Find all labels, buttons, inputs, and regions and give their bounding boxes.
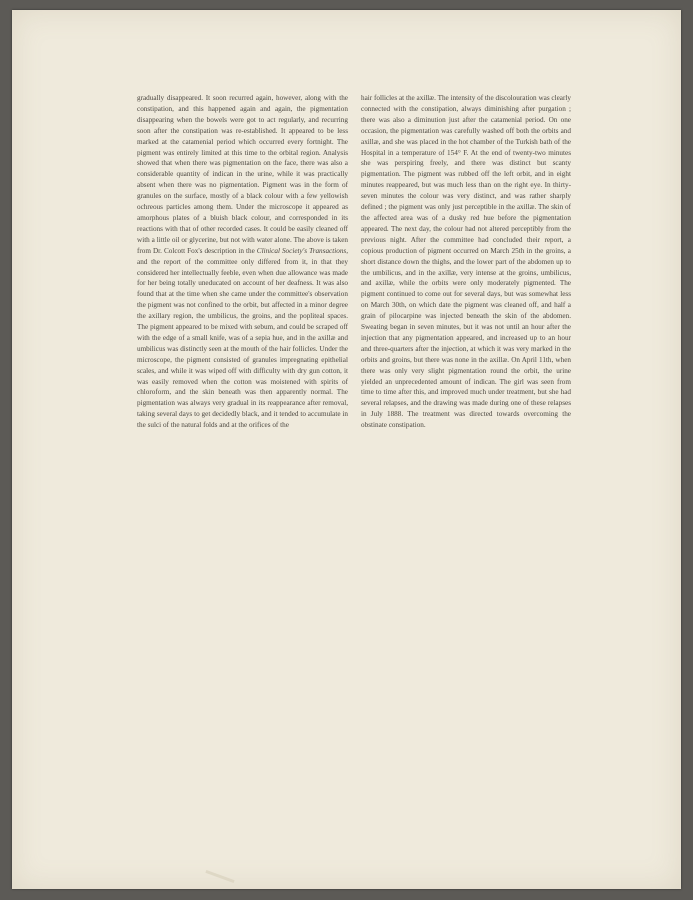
left-column-paragraph (137, 93, 348, 431)
paper-scuff-mark (205, 870, 234, 883)
right-text-column (361, 93, 571, 431)
left-column-text-2: , and the report of the committee only differed from it, in that they considered her intellectually feeble, even when due allowance was made for her being totally uneducated on account of her deafness. It was also found that at the time when she came under the committee's observation the pigment was not confined to the orbit, but affected in a minor degree the axillary region, the umbilicus, the groins, and the popliteal spaces. The pigment appeared to be mixed with sebum, and could be scraped off with the edge of a small knife, was of a sepia hue, and in the axillæ and umbilicus was distinctly seen at the mouth of the hair follicles. Under the microscope, the pigment consisted of granules impregnating epithelial scales, and while it was wiped off with difficulty with dry gun cotton, it was easily removed when the cotton was moistened with spirits of chloroform, and the skin beneath was then apparently normal. The pigmentation was always very gradual in its reappearance after removal, taking several days to get decidedly black, and it tended to accumulate in the sulci of the natural folds and at the orifices of the (137, 246, 349, 430)
right-column-paragraph: hair follicles at the axillæ. The intensity of the discolouration was clearly connected with the constipation, always diminishing after purgation ; there was also a diminution just after the catamenial period. On one occasion, the pigmentation was carefully washed off both the orbits and axillæ, and she was placed in the hot chamber of the Turkish bath of the Hospital in a temperature of 154° F. At the end of twenty-two minutes she was perspiring freely, and there was distinct but scanty pigmentation. The pigment was rubbed off the left orbit, and in eight minutes reappeared, but was much less than on the right eye. In thirty-seven minutes the colour was very distinct, and was rather sharply defined ; the pigment was only just perceptible in the axillæ. The skin of the affected area was of a dusky red hue before the pigmentation appeared. The next day, the colour had not altered perceptibly from the previous night. After the committee had concluded their report, a copious production of pigment occurred on March 25th in the groins, a short distance down the thighs, and the lower part of the abdomen up to the umbilicus, and in the axillæ, very intense at the groins, umbilicus, and axillæ, while the orbits were only moderately pigmented. The pigment continued to come out for several days, but was somewhat less on March 30th, on which date the pigment was cleaned off, and half a grain of pilocarpine was injected beneath the skin of the abdomen. Sweating began in seven minutes, but it was not until an hour after the injection that any pigmentation appeared, and increased up to an hour and three-quarters after the injection, at which it was very marked in the orbits and groins, but there was none in the axillæ. On April 11th, when there was only very slight pigmentation round the orbit, the urine yielded an unprecedented amount of indican. The girl was seen from time to time after this, and improved much under treatment, but she had several relapses, and the drawing was made during one of these relapses in July 1888. The treatment was directed towards overcoming the obstinate constipation. (361, 94, 571, 430)
journal-reference: Clinical Society's Transactions (256, 246, 347, 255)
document-page (12, 10, 681, 889)
left-text-column (137, 93, 348, 431)
left-column-text-1: gradually disappeared. It soon recurred again, however, along with the constipation, and this happened again and again, the pigmentation disappearing when the bowels were got to act regularly, and recurring soon after the constipation was re-established. It appeared to be less marked at the catamenial period which occurred every fortnight. The pigment was entirely limited at this time to the orbital region. Analysis showed that when there was pigmentation on the face, there was also a considerable quantity of indican in the urine, while it was practically absent when there was no pigmentation. Pigment was in the form of granules on the surface, mostly of a black colour with a few yellowish ochreous particles among them. Under the microscope it appeared as amorphous plates of a bluish black colour, and corresponded in its reactions with that of other recorded cases. It could be easily cleaned off with a little oil or glycerine, but not with water alone. The above is taken from Dr. Colcott Fox's description in the (137, 94, 348, 255)
